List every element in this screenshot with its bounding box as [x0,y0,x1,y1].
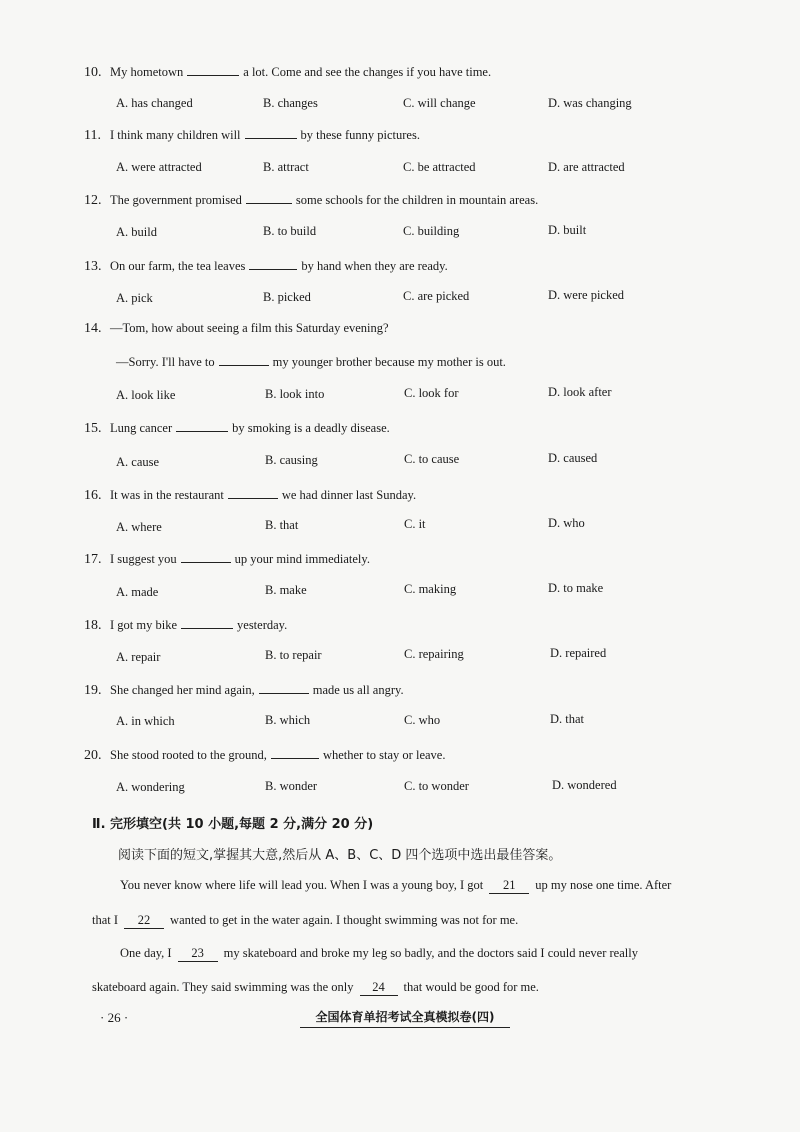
answer-blank [249,258,297,270]
option-d: D. that [550,712,585,726]
option-b: B. make [265,583,307,597]
option-b: B. wonder [265,779,318,793]
option-c: C. will change [403,96,476,110]
question-12-stem: 12. The government promised some schools for the children in mountain areas. [84,193,539,208]
option-b: B. causing [265,453,318,467]
passage-line: that I 22 wanted to get in the water again. I thought swimming was not for me. [92,913,519,927]
option-a: A. look like [116,388,176,402]
option-c: C. it [404,517,426,531]
option-d: D. who [548,516,585,530]
option-a: A. build [116,225,157,239]
option-b: B. that [265,518,299,532]
option-d: D. caused [548,451,598,465]
question-15-stem: 15. Lung cancer by smoking is a deadly disease. [84,421,390,436]
question-14-stem: 14. —Tom, how about seeing a film this Saturday evening? [84,321,389,336]
question-17-stem: 17. I suggest you up your mind immediately. [84,552,370,567]
answer-blank [219,354,269,366]
cloze-blank-23: 23 [178,946,218,962]
option-b: B. look into [265,387,325,401]
option-d: D. built [548,223,587,237]
option-a: A. pick [116,291,153,305]
cloze-blank-22: 22 [124,913,164,929]
option-a: A. in which [116,714,175,728]
passage-line: One day, I 23 my skateboard and broke my leg so badly, and the doctors said I could never really [120,946,638,960]
option-c: C. building [403,224,460,238]
option-b: B. picked [263,290,311,304]
option-b: B. to repair [265,648,322,662]
option-b: B. which [265,713,311,727]
option-c: C. are picked [403,289,470,303]
question-13-stem: 13. On our farm, the tea leaves by hand when they are ready. [84,259,448,274]
answer-blank [176,420,228,432]
option-c: C. to cause [404,452,460,466]
option-a: A. wondering [116,780,185,794]
option-d: D. wondered [552,778,617,792]
answer-blank [181,617,233,629]
option-d: D. repaired [550,646,607,660]
footer-title: 全国体育单招考试全真模拟卷(四) [300,1008,510,1028]
option-c: C. be attracted [403,160,476,174]
option-a: A. were attracted [116,160,202,174]
answer-blank [259,682,309,694]
option-b: B. attract [263,160,309,174]
option-a: A. where [116,520,162,534]
answer-blank [245,127,297,139]
answer-blank [187,64,239,76]
option-a: A. has changed [116,96,193,110]
passage-line: You never know where life will lead you. When I was a young boy, I got 21 up my nose one time. After [120,878,672,892]
cloze-blank-21: 21 [489,878,529,894]
answer-blank [271,747,319,759]
option-c: C. who [404,713,441,727]
option-d: D. was changing [548,96,632,110]
question-11-stem: 11. I think many children will by these funny pictures. [84,128,420,143]
question-10-stem: 10. My hometown a lot. Come and see the changes if you have time. [84,65,492,80]
option-c: C. to wonder [404,779,469,793]
option-d: D. are attracted [548,160,625,174]
option-a: A. made [116,585,159,599]
answer-blank [181,551,231,563]
option-d: D. look after [548,385,612,399]
section-title: Ⅱ. 完形填空(共 10 小题,每题 2 分,满分 20 分) [92,817,374,832]
passage-line: skateboard again. They said swimming was the only 24 that would be good for me. [92,980,539,994]
cloze-blank-24: 24 [360,980,398,996]
option-c: C. look for [404,386,459,400]
question-19-stem: 19. She changed her mind again, made us all angry. [84,683,404,698]
option-c: C. making [404,582,457,596]
option-b: B. changes [263,96,318,110]
option-c: C. repairing [404,647,464,661]
option-a: A. repair [116,650,161,664]
section-instruction: 阅读下面的短文,掌握其大意,然后从 A、B、C、D 四个选项中选出最佳答案。 [118,848,562,863]
question-18-stem: 18. I got my bike yesterday. [84,618,288,633]
option-d: D. were picked [548,288,625,302]
option-d: D. to make [548,581,604,595]
option-b: B. to build [263,224,317,238]
option-a: A. cause [116,455,160,469]
question-14-reply: —Sorry. I'll have to my younger brother because my mother is out. [116,355,506,369]
question-20-stem: 20. She stood rooted to the ground, whether to stay or leave. [84,748,446,763]
answer-blank [246,192,292,204]
answer-blank [228,487,278,499]
question-16-stem: 16. It was in the restaurant we had dinner last Sunday. [84,488,417,503]
page-number: · 26 · [100,1010,129,1025]
